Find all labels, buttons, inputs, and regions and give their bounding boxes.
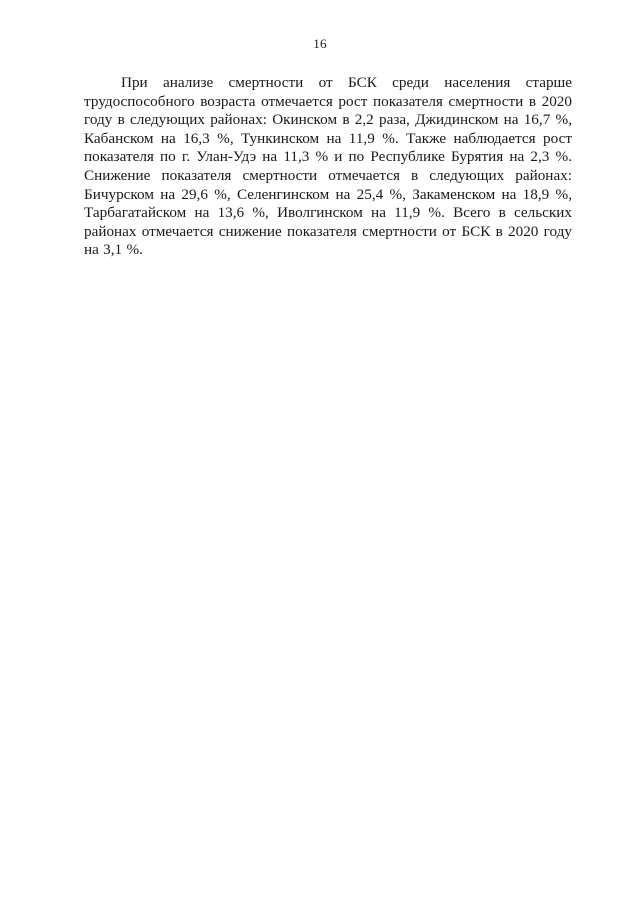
page-number: 16 (313, 36, 327, 51)
body-paragraph: При анализе смертности от БСК среди населения старше трудоспособного возраста отмечается рост показателя смертности в 2020 году в следующих районах: Окинском в 2,2 раза, Джидинском на 16,7 %, Кабанском на 16,3 %, Тункинском на 11,9 %. Также наблюдается рост показателя по г. Улан-Удэ на 11,3 % и по Республике Бурятия на 2,3 %. Снижение показателя смертности отмечается в следующих районах: Бичурском на 29,6 %, Селенгинском на 25,4 %, Закаменском на 18,9 %, Тарбагатайском на 13,6 %, Иволгинском на 11,9 %. Всего в сельских районах отмечается снижение показателя смертности от БСК в 2020 году на 3,1 %. (84, 74, 572, 259)
